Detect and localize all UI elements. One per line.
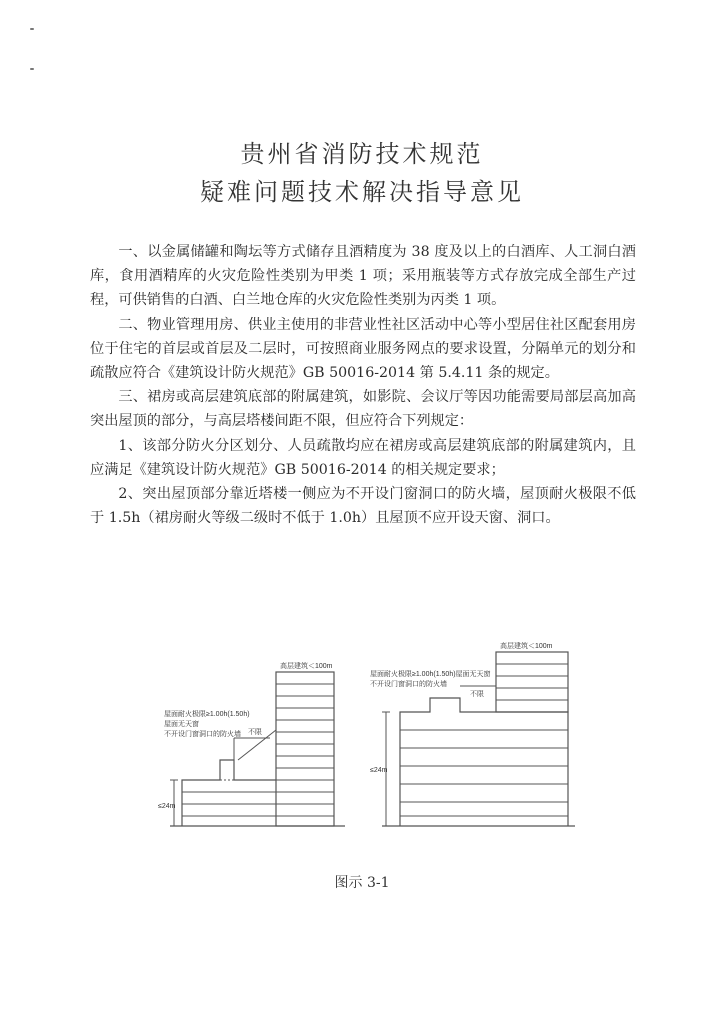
- right-tower-label: 高层建筑＜100m: [500, 643, 553, 650]
- paragraph-3: 三、裙房或高层建筑底部的附属建筑，如影院、会议厅等因功能需要局部层高加高突出屋顶的部分，与高层塔楼间距不限，但应符合下列规定：: [90, 389, 636, 430]
- right-gap-label: 不限: [470, 691, 484, 698]
- left-tower-label: 高层建筑＜100m: [280, 663, 333, 670]
- left-podium: [182, 760, 276, 826]
- left-note-2: 屋面无天窗: [164, 721, 199, 728]
- scan-specks: [30, 28, 34, 108]
- left-note-1: 屋面耐火极限≥1.00h(1.50h): [164, 711, 250, 718]
- figure-diagram: [130, 630, 600, 840]
- right-tower: [496, 652, 568, 712]
- right-note-1: 屋面耐火极限≥1.00h(1.50h)屋面无天窗: [370, 671, 491, 678]
- paragraph-2: 二、物业管理用房、供业主使用的非营业性社区活动中心等小型居住社区配套用房位于住宅的首层或首层及二层时，可按照商业服务网点的要求设置，分隔单元的划分和疏散应符合《建筑设计防火规范》GB 50016-2014 第 5.4.11 条的规定。: [90, 316, 636, 382]
- paragraph-1: 一、以金属储罐和陶坛等方式储存且酒精度为 38 度及以上的白酒库、人工洞白酒库，食用酒精库的火灾危险性类别为甲类 1 项；采用瓶装等方式存放完成全部生产过程，可供销售的白酒、白兰地仓库的火灾危险性类别为丙类 1 项。: [90, 244, 636, 309]
- scan-speck: [30, 28, 34, 30]
- right-podium: [400, 698, 568, 826]
- left-gap-label: 不限: [248, 729, 262, 736]
- left-note-3: 不开设门窗洞口的防火墙: [164, 731, 241, 738]
- paragraph-5: 2、突出屋顶部分靠近塔楼一侧应为不开设门窗洞口的防火墙，屋顶耐火极限不低于 1.5h（裙房耐火等级二级时不低于 1.0h）且屋顶不应开设天窗、洞口。: [90, 486, 636, 527]
- document-title-line-1: 贵州省消防技术规范: [240, 140, 484, 168]
- right-note-2: 不开设门窗洞口的防火墙: [370, 681, 447, 688]
- figure-caption: 图示 3-1: [334, 875, 390, 891]
- left-tower: [276, 672, 334, 826]
- left-height-label: ≤24m: [158, 803, 176, 810]
- scan-speck: [30, 68, 34, 70]
- document-body: [90, 240, 636, 530]
- building-section-diagram: [130, 630, 600, 840]
- paragraph-4: 1、该部分防火分区划分、人员疏散均应在裙房或高层建筑底部的附属建筑内，且应满足《建筑设计防火规范》GB 50016-2014 的相关规定要求；: [90, 437, 636, 478]
- right-height-label: ≤24m: [370, 767, 388, 774]
- document-title-line-2: 疑难问题技术解决指导意见: [200, 178, 524, 206]
